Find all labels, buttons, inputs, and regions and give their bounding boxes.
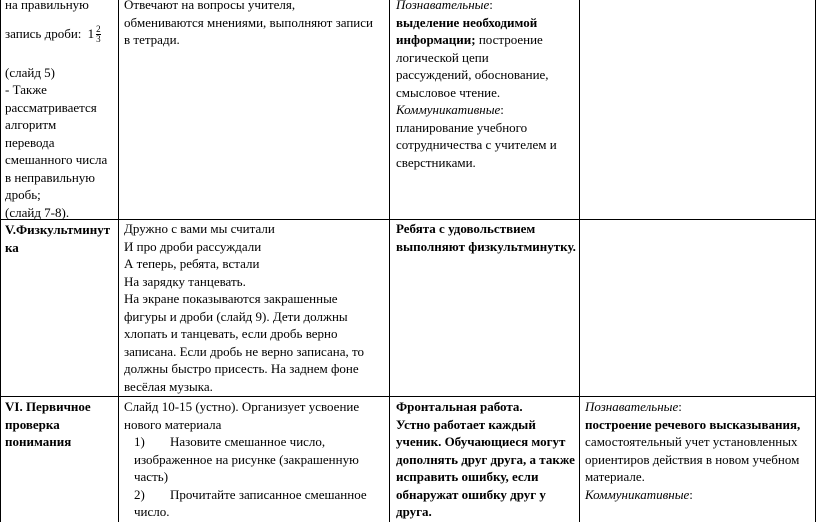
text-line [585,398,813,416]
colon: : [678,399,682,414]
text-line [396,101,578,119]
text-line: И про дроби рассуждали [124,238,262,254]
text-line: смешанного числа [5,152,108,167]
fraction-denominator: 3 [96,34,101,45]
text-line: выполняют физкультминутку. [396,238,576,254]
text-line: (слайд 7-8). [5,204,70,220]
cognitive-label: Познавательные [585,399,679,414]
text-line: сотрудничества с учителем и [396,137,557,152]
text-line: Отвечают на вопросы учителя, [124,0,296,12]
text-line: рассматривается [5,99,97,115]
question-list [124,433,386,451]
text-line: выделение необходимой [396,14,538,30]
list-number: 1) [134,434,145,449]
text-line: число. [134,504,170,519]
text-line: дробь; [5,187,41,202]
text-line: На зарядку танцевать. [124,273,246,289]
text-line: дополнять друг друга, а также [396,451,575,467]
text-line: VI. Первичное [5,399,91,414]
text-line: Устно работает каждый [396,416,536,432]
text-line: на правильную [5,0,89,12]
text-line: ка [5,239,19,255]
text-line: V.Физкультминут [5,222,111,237]
text-line: весёлая музыка. [124,378,213,394]
row1-student-activity-cell [124,0,386,49]
mixed-number-line [5,20,117,48]
text-line: сверстниками. [396,154,476,170]
text-line: На экране показываются закрашенные [124,291,338,306]
text-line: Слайд 10-15 (устно). Организует усвоение [124,399,360,414]
colon: : [500,102,504,117]
text-line: фигуры и дроби (слайд 9). Дети должны [124,308,348,324]
row1-uud-cell [396,0,578,171]
text-line: логической цепи [396,49,489,65]
row-divider-2 [0,396,816,397]
text-line [585,486,813,504]
text-line: Назовите смешанное число, [170,434,326,449]
text-line: алгоритм [5,117,57,132]
mixed-whole: 1 [87,25,95,41]
text-line: часть) [134,469,169,484]
text-line: нового материала [124,416,222,432]
fraction-numerator: 2 [96,24,101,35]
col-divider-3 [579,0,580,522]
row2-stage-cell [5,221,117,256]
list-item [124,433,386,451]
text-line: - Также [5,82,47,97]
col-divider-2 [389,0,390,522]
text-line: хлопать и танцевать, если дробь верно [124,326,338,341]
text-line: исправить ошибку, если [396,469,539,484]
text-line [396,31,578,49]
text-line: Прочитайте записанное смешанное [170,486,367,502]
row2-student-activity-cell [124,220,386,395]
list-number: 2) [134,486,145,502]
text-line: ученик. Обучающиеся могут [396,434,566,449]
text-span: запись дроби: [5,25,82,41]
text-line: понимания [5,434,72,449]
text-line: записана. Если дробь не верно записана, то [124,343,364,359]
fraction [96,25,101,44]
text-line: изображенное на рисунке (закрашенную [134,451,359,467]
table-border-left [0,0,1,522]
text-line: в тетради. [124,32,180,47]
text-span: построение [475,32,543,47]
text-line: друга. [396,504,432,519]
row3-student-activity-cell [396,398,578,521]
col-divider-1 [118,0,119,522]
text-line: рассуждений, обоснование, [396,67,549,82]
colon: : [689,486,693,502]
text-line: смысловое чтение. [396,84,501,100]
row3-stage-cell [5,398,117,451]
text-line: ориентиров действия в новом учебном [585,451,800,467]
text-line: перевода [5,134,55,150]
text-line: Ребята с удовольствием [396,221,536,236]
row3-teacher-activity-cell [124,398,386,521]
text-line: проверка [5,416,60,432]
text-line [396,0,578,14]
cognitive-label: Познавательные [396,0,490,12]
row3-uud-cell [585,398,813,503]
bold-span: информации; [396,32,476,47]
text-line: обмениваются мнениями, выполняют записи [124,14,373,30]
text-line: обнаружат ошибку друг у [396,486,546,502]
text-line: материале. [585,469,645,484]
text-line: (слайд 5) [5,64,56,80]
colon: : [489,0,493,12]
text-line: в неправильную [5,169,96,185]
text-line: Фронтальная работа. [396,399,523,414]
text-line: самостоятельный учет установленных [585,434,798,449]
text-line: планирование учебного [396,119,528,135]
list-item [124,486,386,504]
row1-stage-cell [5,0,117,221]
text-line: должны быстро присесть. На заднем фоне [124,361,359,376]
question-list [124,486,386,504]
communicative-label: Коммуникативные [396,102,501,117]
row2-uud-cell [396,220,578,255]
text-line: построение речевого высказывания, [585,416,801,432]
text-line: Дружно с вами мы считали [124,221,275,236]
communicative-label: Коммуникативные [585,486,690,502]
text-line: А теперь, ребята, встали [124,256,260,271]
